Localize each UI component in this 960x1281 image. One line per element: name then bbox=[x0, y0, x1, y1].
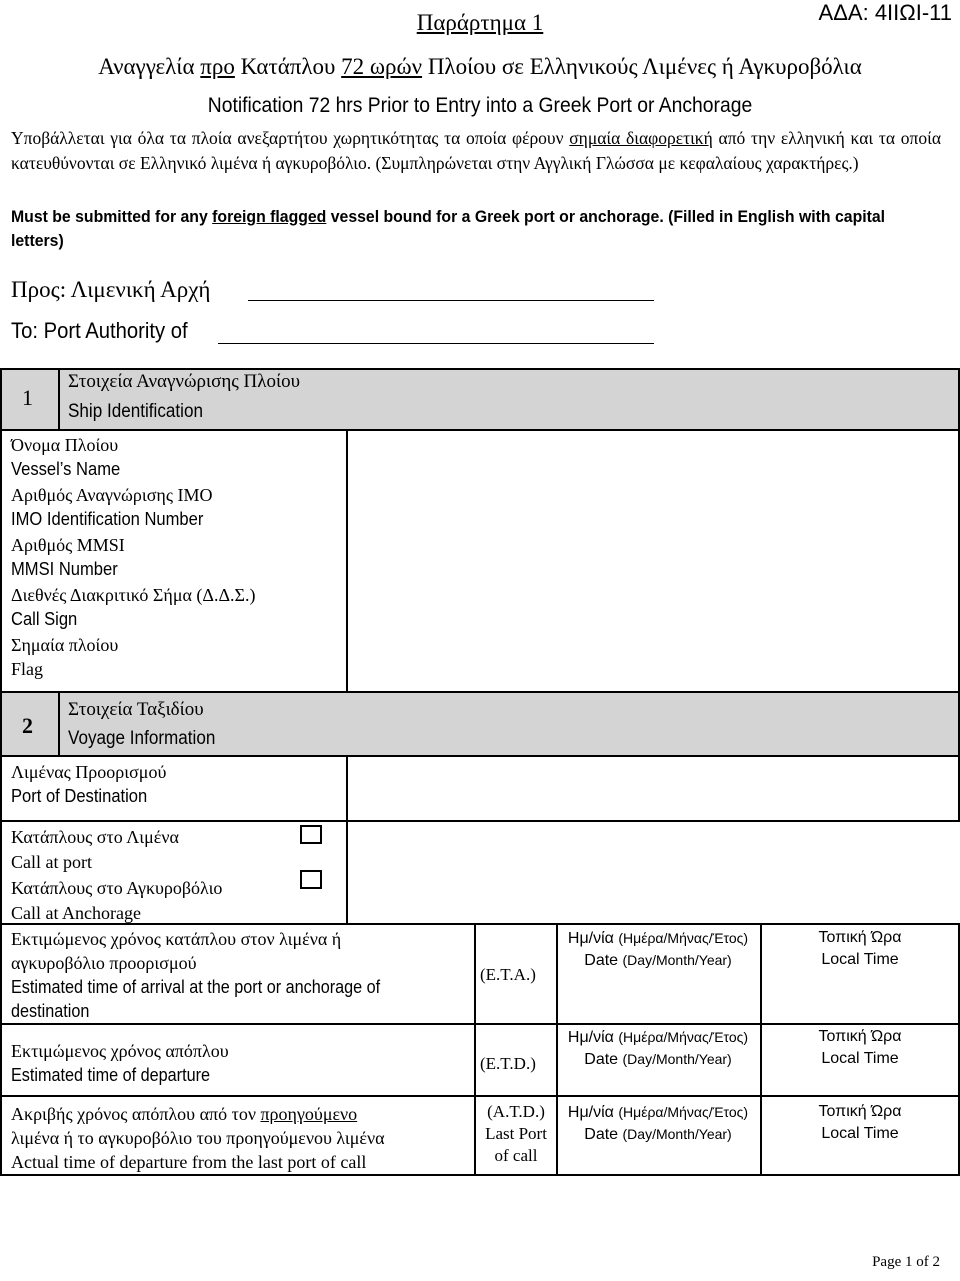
atd-local-time-label-greek[interactable]: Τοπική Ώρα bbox=[818, 1103, 902, 1120]
eta-label-english-2: destination bbox=[11, 1001, 90, 1021]
etd-date-label-english[interactable]: Date (Day/Month/Year) bbox=[584, 1051, 732, 1068]
mmsi-label-greek: Αριθμός MMSI bbox=[11, 535, 125, 555]
call-at-anchorage-label-greek: Κατάπλους στο Αγκυροβόλιο bbox=[11, 878, 223, 898]
destination-label-greek: Λιμένας Προορισμού bbox=[11, 762, 167, 782]
greek-title: Αναγγελία προ Κατάπλου 72 ωρών Πλοίου σε Ελληνικούς Λιμένες ή Αγκυροβόλια bbox=[98, 54, 862, 79]
atd-date-label-english[interactable]: Date (Day/Month/Year) bbox=[584, 1126, 732, 1143]
intro-greek: Υποβάλλεται για όλα τα πλοία ανεξαρτήτου χωρητικότητας τα οποία φέρουν σημαία διαφορετική από την ελληνική και τα οποία κατευθύνονται σε Ελληνικό λιμένα ή αγκυροβόλιο. (Συμπληρώνεται στην Αγγλική Γλώσσα με κεφαλαίους χαρακτήρες.) bbox=[11, 128, 941, 173]
etd-label-greek: Εκτιμώμενος χρόνος απόπλου bbox=[11, 1041, 229, 1061]
ship-identification-input-area[interactable] bbox=[348, 431, 958, 704]
call-at-port-label-english: Call at port bbox=[11, 852, 92, 872]
times-table-row-divider-1 bbox=[0, 1023, 960, 1025]
call-at-anchorage-checkbox[interactable] bbox=[300, 870, 322, 889]
annex-title: Παράρτημα 1 bbox=[416, 10, 544, 35]
eta-local-time-label-greek[interactable]: Τοπική Ώρα bbox=[818, 929, 902, 946]
etd-local-time-label-greek[interactable]: Τοπική Ώρα bbox=[818, 1028, 902, 1045]
etd-date-label-greek[interactable]: Ημ/νία (Ημέρα/Μήνας/Έτος) bbox=[567, 1029, 749, 1046]
eta-date-label-english[interactable]: Date (Day/Month/Year) bbox=[584, 952, 732, 969]
eta-abbreviation: (E.T.A.) bbox=[480, 965, 536, 984]
eta-label-greek-1: Εκτιμώμενος χρόνος κατάπλου στον λιμένα ή bbox=[11, 929, 342, 949]
atd-label-greek-2: λιμένα ή το αγκυροβόλιο του προηγούμενου λιμένα bbox=[11, 1128, 385, 1148]
eta-date-label-greek[interactable]: Ημ/νία (Ημέρα/Μήνας/Έτος) bbox=[567, 930, 749, 947]
ada-code: ΑΔΑ: 4ΙΙΩΙ-11 bbox=[818, 0, 952, 25]
imo-label-english: IMO Identification Number bbox=[11, 509, 204, 529]
call-at-anchorage-label-english: Call at Anchorage bbox=[11, 903, 141, 923]
etd-abbreviation: (E.T.D.) bbox=[480, 1054, 536, 1073]
call-at-port-label-greek: Κατάπλους στο Λιμένα bbox=[11, 827, 179, 847]
call-sign-label-english: Call Sign bbox=[11, 609, 78, 629]
call-sign-label-greek: Διεθνές Διακριτικό Σήμα (Δ.Δ.Σ.) bbox=[11, 585, 256, 605]
atd-abbreviation: (A.T.D.) bbox=[487, 1102, 545, 1121]
port-authority-greek-line[interactable] bbox=[248, 300, 654, 301]
section2-number: 2 bbox=[22, 713, 33, 738]
etd-label-english: Estimated time of departure bbox=[11, 1065, 210, 1085]
atd-last-port-label: Last Port bbox=[485, 1124, 547, 1143]
to-port-authority-greek: Προς: Λιμενική Αρχή bbox=[11, 277, 211, 302]
destination-label-english: Port of Destination bbox=[11, 786, 148, 806]
port-of-destination-input[interactable] bbox=[348, 757, 958, 820]
etd-local-time-label-english[interactable]: Local Time bbox=[821, 1050, 899, 1067]
times-table-row-divider-2 bbox=[0, 1095, 960, 1097]
imo-label-greek: Αριθμός Αναγνώρισης IMO bbox=[11, 485, 213, 505]
section2-title-english: Voyage Information bbox=[68, 728, 216, 749]
section2-title-greek: Στοιχεία Ταξιδίου bbox=[68, 699, 204, 720]
section1-title-english: Ship Identification bbox=[68, 401, 203, 422]
eta-label-greek-2: αγκυροβόλιο προορισμού bbox=[11, 953, 197, 973]
atd-date-label-greek[interactable]: Ημ/νία (Ημέρα/Μήνας/Έτος) bbox=[567, 1104, 749, 1121]
vessel-name-label-english: Vessel’s Name bbox=[11, 459, 121, 479]
section2-header-divider bbox=[58, 691, 60, 757]
flag-label-english: Flag bbox=[11, 659, 44, 679]
eta-local-time-label-english[interactable]: Local Time bbox=[821, 951, 899, 968]
atd-local-time-label-english[interactable]: Local Time bbox=[821, 1125, 899, 1142]
vessel-name-label-greek: Όνομα Πλοίου bbox=[11, 435, 119, 455]
atd-label-greek-1: Ακριβής χρόνος απόπλου από τον προηγούμενο bbox=[11, 1104, 358, 1124]
atd-of-call-label: of call bbox=[494, 1146, 538, 1165]
intro-english: Must be submitted for any foreign flagged vessel bound for a Greek port or anchorage. (Filled in English with capital letters) bbox=[11, 207, 886, 250]
call-at-port-checkbox[interactable] bbox=[300, 825, 322, 844]
to-port-authority-english: To: Port Authority of bbox=[11, 318, 188, 343]
flag-label-greek: Σημαία πλοίου bbox=[11, 635, 119, 655]
english-title: Notification 72 hrs Prior to Entry into a Greek Port or Anchorage bbox=[207, 94, 753, 117]
port-authority-english-line[interactable] bbox=[218, 343, 654, 344]
section1-title-greek: Στοιχεία Αναγνώρισης Πλοίου bbox=[68, 371, 300, 392]
atd-label-english: Actual time of departure from the last port of call bbox=[11, 1152, 367, 1172]
section1-number: 1 bbox=[22, 385, 33, 410]
section1-header-divider bbox=[58, 368, 60, 431]
page-number: Page 1 of 2 bbox=[872, 1254, 940, 1270]
eta-label-english-1: Estimated time of arrival at the port or anchorage of bbox=[11, 977, 381, 997]
mmsi-label-english: MMSI Number bbox=[11, 559, 118, 579]
